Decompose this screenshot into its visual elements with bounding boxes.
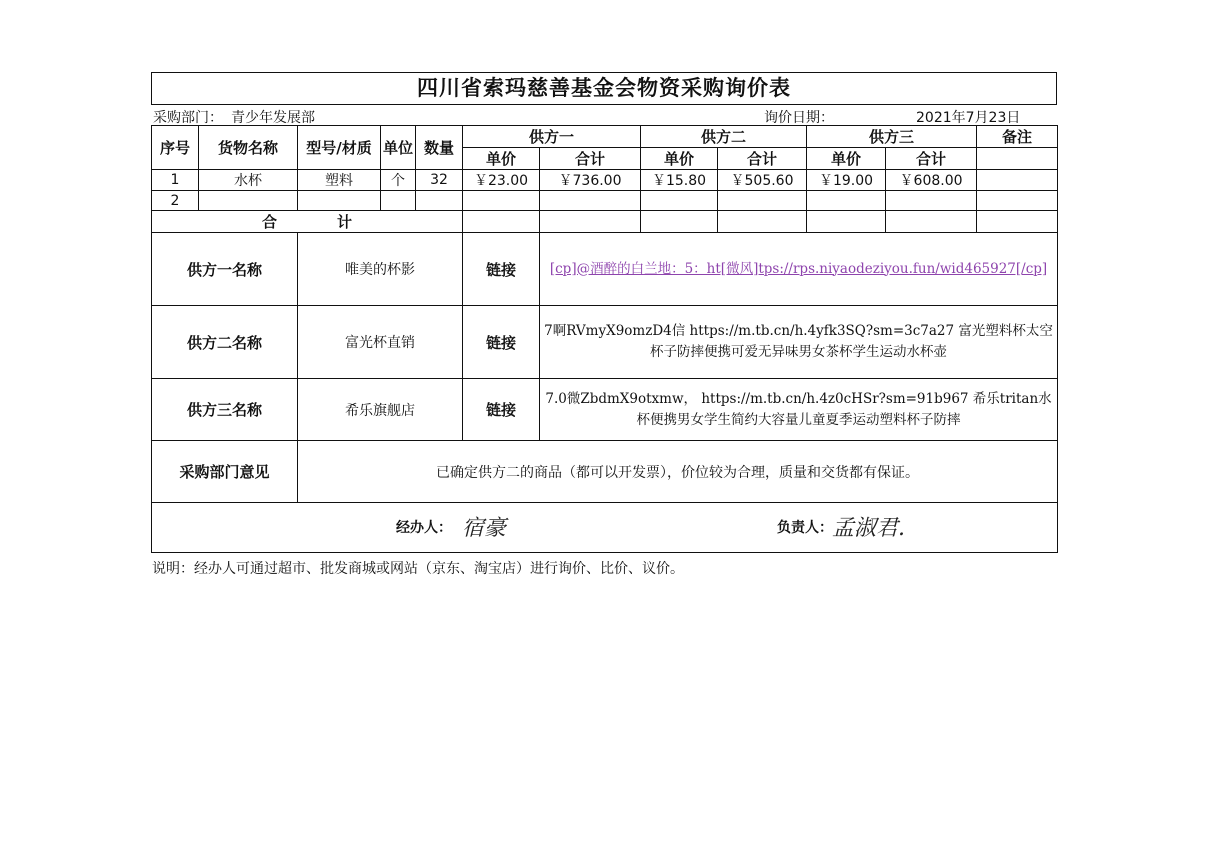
total-s2-price xyxy=(641,211,718,233)
supplier1-link-text[interactable]: [cp]@酒醉的白兰地：5：ht[微风]tps://rps.niyaodeziyou.fun/wid465927[/cp] xyxy=(549,260,1048,277)
supplier-row-3 xyxy=(152,379,1058,441)
dept-value: 青少年发展部 xyxy=(231,110,315,126)
header-supplier3: 供方三 xyxy=(807,126,977,148)
total-remark xyxy=(977,211,1058,233)
row-s1-price xyxy=(463,191,540,211)
supplier2-link[interactable]: 7啊RVmyX9omzD4信 https://m.tb.cn/h.4yfk3SQ?sm=3c7a27 富光塑料杯太空杯子防摔便携可爱无异味男女茶杯学生运动水杯壶 xyxy=(540,306,1058,379)
form-title: 四川省索玛慈善基金会物资采购询价表 xyxy=(151,72,1057,105)
header-seq: 序号 xyxy=(152,126,199,170)
signature-row xyxy=(152,503,1058,553)
header-remark: 备注 xyxy=(977,126,1058,148)
date-label: 询价日期： xyxy=(764,110,834,126)
row-s2-price: ￥15.80 xyxy=(641,170,718,191)
supplier2-label: 供方二名称 xyxy=(152,306,298,379)
supplier1-link-label: 链接 xyxy=(463,233,540,306)
dept-label: 采购部门： xyxy=(153,110,223,126)
manager-signature: 孟淑君. xyxy=(832,516,905,541)
supplier1-name: 唯美的杯影 xyxy=(298,233,463,306)
opinion-text: 已确定供方二的商品（都可以开发票），价位较为合理，质量和交货都有保证。 xyxy=(298,441,1058,503)
total-s3-price xyxy=(807,211,886,233)
row-remark xyxy=(977,191,1058,211)
row-s2-total: ￥505.60 xyxy=(718,170,807,191)
supplier2-name: 富光杯直销 xyxy=(298,306,463,379)
supplier-row-1 xyxy=(152,233,1058,306)
header-s3-price: 单价 xyxy=(807,148,886,170)
row-qty: 32 xyxy=(416,170,463,191)
header-unit: 单位 xyxy=(381,126,416,170)
row-seq: 1 xyxy=(152,170,199,191)
header-name: 货物名称 xyxy=(199,126,298,170)
header-remark-blank xyxy=(977,148,1058,170)
row-s1-total xyxy=(540,191,641,211)
signature-cell xyxy=(152,503,1058,553)
supplier1-label: 供方一名称 xyxy=(152,233,298,306)
row-s2-total xyxy=(718,191,807,211)
total-s2-total xyxy=(718,211,807,233)
header-supplier1: 供方一 xyxy=(463,126,641,148)
supplier2-link-label: 链接 xyxy=(463,306,540,379)
row-s3-price: ￥19.00 xyxy=(807,170,886,191)
supplier3-name: 希乐旗舰店 xyxy=(298,379,463,441)
handler-signature: 宿豪 xyxy=(462,516,507,541)
header-supplier2: 供方二 xyxy=(641,126,807,148)
row-unit xyxy=(381,191,416,211)
total-row xyxy=(152,211,1058,233)
supplier3-label: 供方三名称 xyxy=(152,379,298,441)
row-remark xyxy=(977,170,1058,191)
row-s3-price xyxy=(807,191,886,211)
total-s1-price xyxy=(463,211,540,233)
table-row xyxy=(152,191,1058,211)
row-s1-total: ￥736.00 xyxy=(540,170,641,191)
header-s1-price: 单价 xyxy=(463,148,540,170)
header-s2-price: 单价 xyxy=(641,148,718,170)
total-s1-total xyxy=(540,211,641,233)
opinion-row xyxy=(152,441,1058,503)
quote-table xyxy=(151,125,1058,553)
row-unit: 个 xyxy=(381,170,416,191)
header-s1-total: 合计 xyxy=(540,148,641,170)
header-s3-total: 合计 xyxy=(886,148,977,170)
row-s3-total xyxy=(886,191,977,211)
footnote: 说明：经办人可通过超市、批发商城或网站（京东、淘宝店）进行询价、比价、议价。 xyxy=(152,561,684,577)
table-row xyxy=(152,170,1058,191)
row-s3-total: ￥608.00 xyxy=(886,170,977,191)
manager-label: 负责人： xyxy=(777,520,833,536)
header-qty: 数量 xyxy=(416,126,463,170)
supplier1-link[interactable] xyxy=(540,233,1058,306)
row-name: 水杯 xyxy=(199,170,298,191)
supplier-row-2 xyxy=(152,306,1058,379)
row-name xyxy=(199,191,298,211)
row-s1-price: ￥23.00 xyxy=(463,170,540,191)
row-seq: 2 xyxy=(152,191,199,211)
row-model: 塑料 xyxy=(298,170,381,191)
row-qty xyxy=(416,191,463,211)
supplier3-link[interactable]: 7.0微ZbdmX9otxmw， https://m.tb.cn/h.4z0cHSr?sm=91b967 希乐tritan水杯便携男女学生简约大容量儿童夏季运动塑料杯子防摔 xyxy=(540,379,1058,441)
total-s3-total xyxy=(886,211,977,233)
opinion-label: 采购部门意见 xyxy=(152,441,298,503)
header-s2-total: 合计 xyxy=(718,148,807,170)
date-value: 2021年7月23日 xyxy=(916,110,1021,126)
header-row-1 xyxy=(152,126,1058,148)
handler-label: 经办人： xyxy=(396,520,452,536)
supplier3-link-label: 链接 xyxy=(463,379,540,441)
header-model: 型号/材质 xyxy=(298,126,381,170)
total-row-label: 合 计 xyxy=(152,211,463,233)
meta-row xyxy=(151,105,1057,125)
row-model xyxy=(298,191,381,211)
row-s2-price xyxy=(641,191,718,211)
